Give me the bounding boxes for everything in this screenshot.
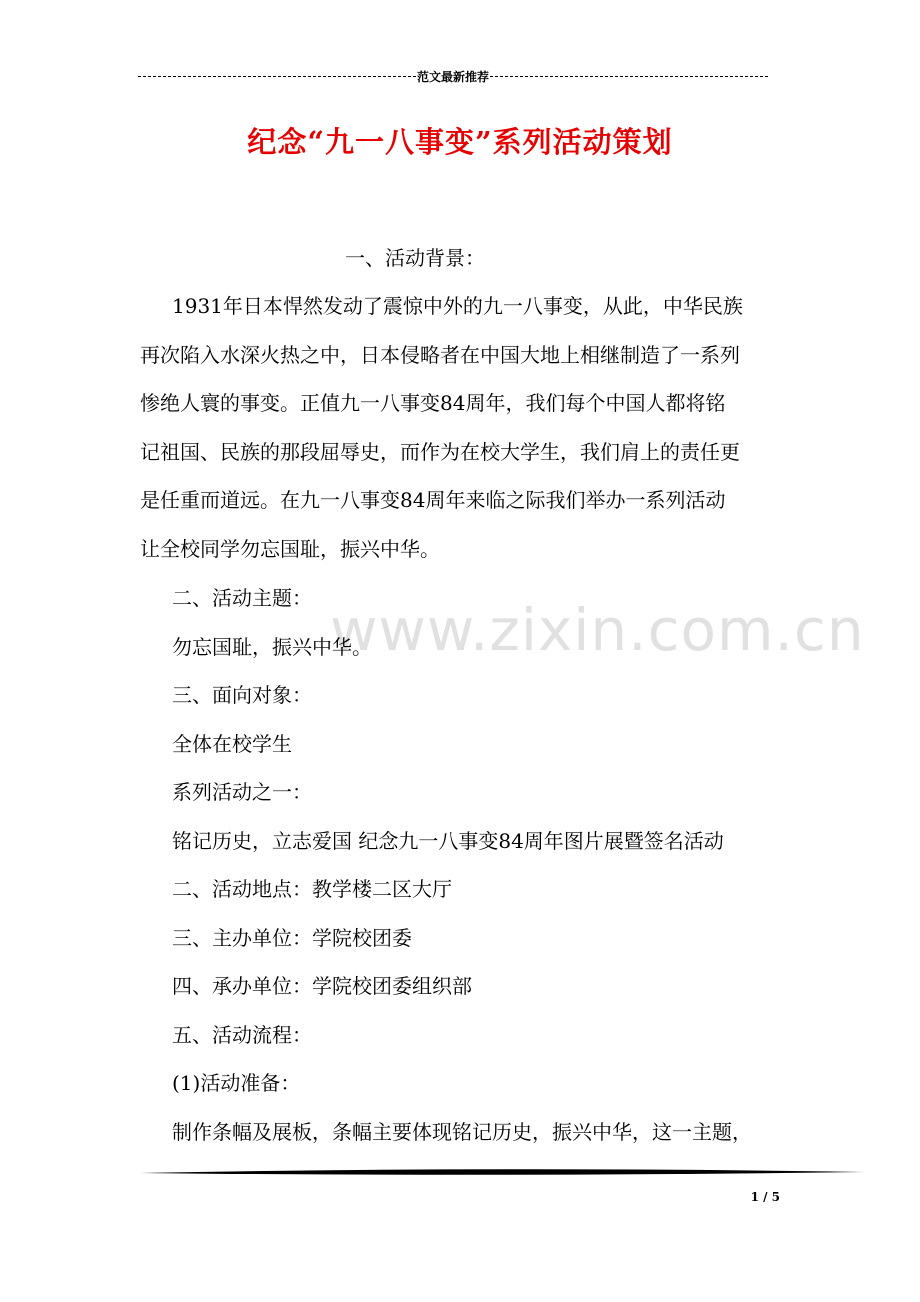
series-title: 铭记历史，立志爱国 纪念九一八事变84周年图片展暨签名活动 [172,828,724,853]
page-number: 1 / 5 [750,1190,780,1204]
series-heading: 系列活动之一： [172,780,312,804]
paragraph-line: 1931年日本悍然发动了震惊中外的九一八事变，从此，中华民族 [172,294,743,318]
section-3-text: 全体在校学生 [172,731,292,756]
header-rule [138,66,768,86]
activity-location: 二、活动地点：教学楼二区大厅 [172,877,452,901]
paragraph-line: 是任重而道远。在九一八事变84周年来临之际我们举办一系列活动 [140,488,726,512]
organizer: 三、主办单位：学院校团委 [172,925,412,950]
paragraph-line: 再次陷入水深火热之中，日本侵略者在中国大地上相继制造了一系列 [140,342,740,367]
section-2-text: 勿忘国耻，振兴中华。 [172,634,372,659]
paragraph-line: 让全校同学勿忘国耻，振兴中华。 [140,536,440,561]
paragraph-line: 记祖国、民族的那段屈辱史，而作为在校大学生，我们肩上的责任更 [140,439,740,464]
header-dash-left [138,76,416,77]
watermark: www.zixin.com.cn [330,596,865,664]
document-body-rest [140,574,780,1156]
preparation-text: 制作条幅及展板，条幅主要体现铭记历史，振兴中华，这一主题， [172,1119,752,1144]
preparation-heading: (1)活动准备： [172,1071,301,1095]
header-dash-right [490,76,768,77]
executor: 四、承办单位：学院校团委组织部 [172,974,472,998]
document-title: 纪念“九一八事变”系列活动策划 [247,125,673,159]
process-heading: 五、活动流程： [172,1022,312,1047]
section-2-heading: 二、活动主题： [172,586,312,610]
section-3-heading: 三、面向对象： [172,683,312,707]
section-1-heading: 一、活动背景： [345,246,485,270]
paragraph-line: 惨绝人寰的事变。正值九一八事变84周年，我们每个中国人都将铭 [140,391,726,415]
footer-divider [140,1166,864,1180]
section-1-heading-block [140,234,780,283]
header-label: 范文最新推荐 [417,69,490,84]
section-1-paragraph [140,282,780,573]
